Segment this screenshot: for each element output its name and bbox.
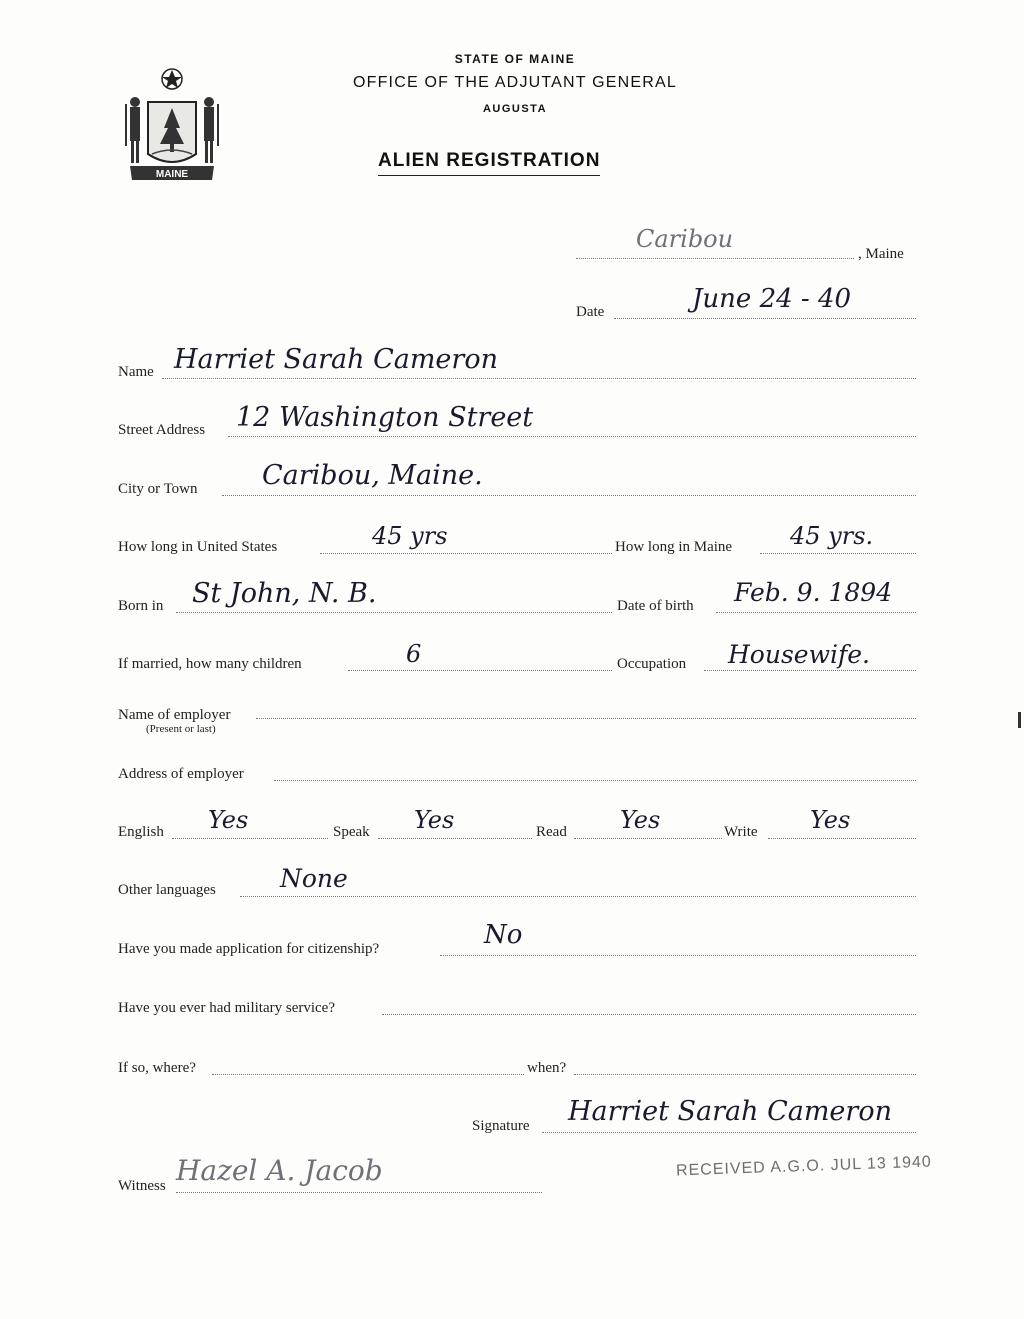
english-label: English xyxy=(118,824,164,840)
witness-line xyxy=(176,1192,542,1193)
us-duration-line xyxy=(320,553,612,554)
dob-value: Feb. 9. 1894 xyxy=(734,578,893,607)
name-line xyxy=(162,378,916,379)
employer-sublabel: (Present or last) xyxy=(146,723,216,735)
read-label: Read xyxy=(536,824,567,840)
citizenship-line xyxy=(440,955,916,956)
maine-duration-line xyxy=(760,553,916,554)
us-duration-value: 45 yrs xyxy=(372,522,448,550)
signature-value: Harriet Sarah Cameron xyxy=(568,1096,892,1127)
street-value: 12 Washington Street xyxy=(236,402,534,433)
name-label: Name xyxy=(118,364,154,380)
other-languages-label: Other languages xyxy=(118,882,216,898)
employer-address-label: Address of employer xyxy=(118,766,244,782)
occupation-line xyxy=(704,670,916,671)
dob-label: Date of birth xyxy=(617,598,694,614)
received-stamp: RECEIVED A.G.O. JUL 13 1940 xyxy=(675,1153,933,1180)
born-value: St John, N. B. xyxy=(192,578,377,609)
date-value: June 24 - 40 xyxy=(692,284,852,314)
header-city: AUGUSTA xyxy=(482,103,548,115)
write-line xyxy=(768,838,916,839)
speak-label: Speak xyxy=(333,824,370,840)
military-line xyxy=(382,1014,916,1015)
dob-line xyxy=(716,612,916,613)
street-line xyxy=(228,436,916,437)
occupation-label: Occupation xyxy=(617,656,687,672)
children-line xyxy=(348,670,612,671)
read-line xyxy=(574,838,722,839)
signature-line xyxy=(542,1132,916,1133)
header-office: OFFICE OF THE ADJUTANT GENERAL xyxy=(352,74,678,91)
military-label: Have you ever had military service? xyxy=(118,1000,335,1016)
witness-value: Hazel A. Jacob xyxy=(176,1154,383,1187)
read-value: Yes xyxy=(620,806,661,834)
signature-label: Signature xyxy=(472,1118,530,1134)
town-line xyxy=(576,258,854,259)
when-line xyxy=(574,1074,916,1075)
maine-duration-label: How long in Maine xyxy=(615,539,733,555)
street-label: Street Address xyxy=(118,422,206,438)
maine-duration-value: 45 yrs. xyxy=(790,522,874,550)
children-value: 6 xyxy=(406,640,422,668)
edge-mark xyxy=(1018,712,1021,728)
other-languages-line xyxy=(240,896,916,897)
speak-line xyxy=(378,838,532,839)
employer-line xyxy=(256,718,916,719)
write-label: Write xyxy=(724,824,758,840)
header-state: STATE OF MAINE xyxy=(454,52,576,66)
form-title: ALIEN REGISTRATION xyxy=(378,150,600,176)
city-label: City or Town xyxy=(118,481,198,497)
town-suffix: , Maine xyxy=(858,246,904,262)
city-value: Caribou, Maine. xyxy=(262,460,483,491)
citizenship-label: Have you made application for citizenship? xyxy=(118,941,380,957)
employer-label: Name of employer xyxy=(118,707,231,723)
city-line xyxy=(222,495,916,496)
where-line xyxy=(212,1074,524,1075)
children-label: If married, how many children xyxy=(118,656,302,672)
state-seal-icon xyxy=(120,66,224,188)
when-label: when? xyxy=(527,1060,567,1076)
write-value: Yes xyxy=(810,806,851,834)
born-line xyxy=(176,612,612,613)
born-label: Born in xyxy=(118,598,164,614)
town-value: Caribou xyxy=(636,225,734,253)
seal-banner-text: MAINE xyxy=(155,169,189,180)
occupation-value: Housewife. xyxy=(728,640,870,669)
english-value: Yes xyxy=(208,806,249,834)
citizenship-value: No xyxy=(484,920,523,950)
english-line xyxy=(172,838,328,839)
other-languages-value: None xyxy=(280,864,348,893)
date-line xyxy=(614,318,916,319)
where-label: If so, where? xyxy=(118,1060,196,1076)
speak-value: Yes xyxy=(414,806,455,834)
us-duration-label: How long in United States xyxy=(118,539,278,555)
witness-label: Witness xyxy=(118,1178,166,1194)
employer-address-line xyxy=(274,780,916,781)
name-value: Harriet Sarah Cameron xyxy=(174,344,498,375)
date-label: Date xyxy=(576,304,605,320)
